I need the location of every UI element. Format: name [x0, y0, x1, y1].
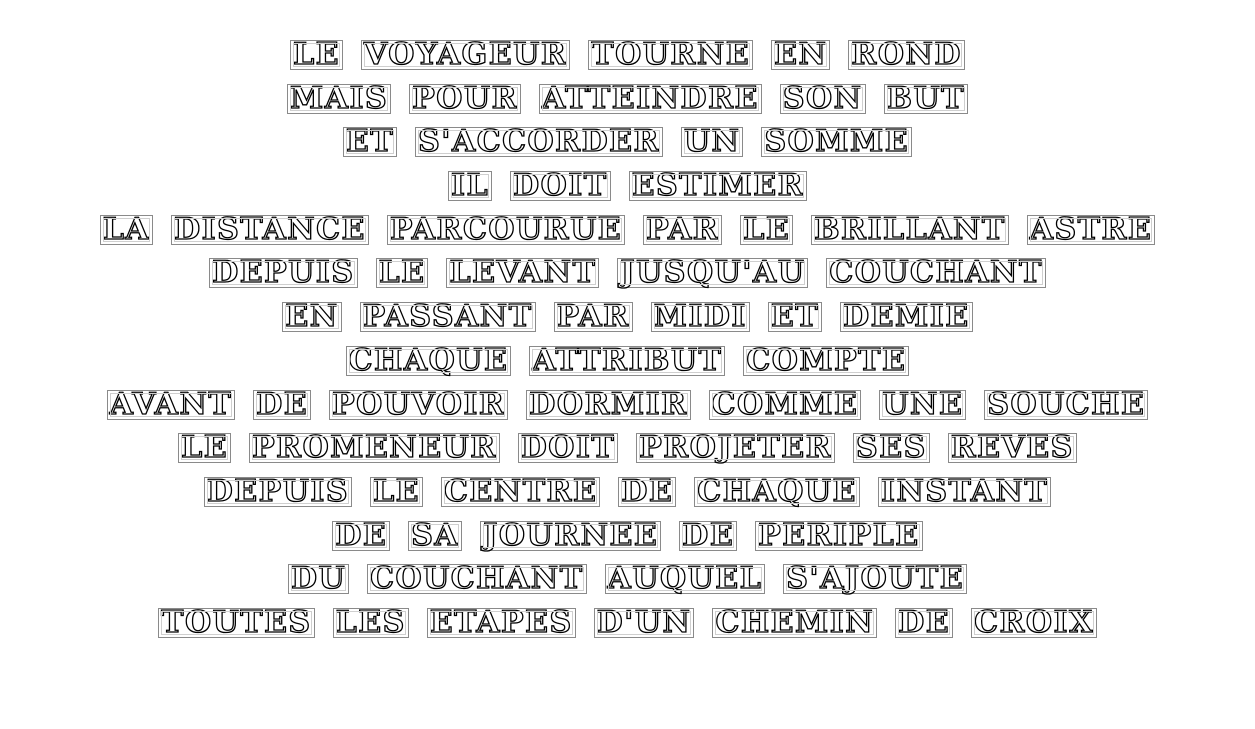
poem-word: S'ACCORDER	[415, 127, 663, 157]
poem-word: LA	[100, 215, 153, 245]
poem-word: ETAPES	[427, 608, 576, 638]
poem-word: DE	[253, 390, 311, 420]
poem-word: PAR	[554, 302, 633, 332]
poem-word: DEPUIS	[209, 258, 357, 288]
poem-word: ROND	[848, 40, 965, 70]
poem-word: SA	[408, 521, 462, 551]
poem-text-block	[0, 32, 1255, 644]
poem-word: DE	[679, 521, 737, 551]
poem-word: DE	[895, 608, 953, 638]
poem-word: POUVOIR	[329, 390, 508, 420]
poem-line-3	[0, 119, 1255, 163]
poem-word: UN	[681, 127, 744, 157]
poem-word: DEMIE	[840, 302, 973, 332]
poem-word: POUR	[409, 84, 521, 114]
poem-word: BUT	[884, 84, 968, 114]
poem-word: CROIX	[971, 608, 1097, 638]
poem-word: AUQUEL	[605, 564, 766, 594]
poem-word: LE	[740, 215, 793, 245]
poem-word: ESTIMER	[629, 171, 807, 201]
poem-line-1	[0, 32, 1255, 76]
poem-word: LEVANT	[446, 258, 599, 288]
poem-word: S'AJOUTE	[783, 564, 967, 594]
poem-word: CHEMIN	[712, 608, 877, 638]
poem-word: ET	[768, 302, 822, 332]
poem-word: ATTRIBUT	[529, 346, 725, 376]
poem-word: DU	[288, 564, 349, 594]
poem-word: ATTEINDRE	[539, 84, 762, 114]
poem-word: TOURNE	[588, 40, 753, 70]
poem-line-13	[0, 556, 1255, 600]
poem-line-12	[0, 513, 1255, 557]
poem-word: UNE	[879, 390, 966, 420]
poem-word: IL	[448, 171, 492, 201]
poem-word: JUSQU'AU	[617, 258, 808, 288]
poem-word: EN	[282, 302, 341, 332]
poem-word: SOMME	[761, 127, 912, 157]
poem-line-5	[0, 207, 1255, 251]
poem-word: JOURNEE	[480, 521, 661, 551]
poem-word: LE	[376, 258, 429, 288]
poem-word: INSTANT	[878, 477, 1051, 507]
poem-word: MIDI	[651, 302, 750, 332]
poem-word: DE	[332, 521, 390, 551]
poem-word: CHAQUE	[694, 477, 860, 507]
poem-word: REVES	[948, 433, 1077, 463]
poem-line-6	[0, 250, 1255, 294]
poem-line-14	[0, 600, 1255, 644]
poem-word: AVANT	[107, 390, 236, 420]
poem-line-7	[0, 294, 1255, 338]
poem-word: COUCHANT	[367, 564, 586, 594]
poem-line-11	[0, 469, 1255, 513]
poem-word: CENTRE	[441, 477, 600, 507]
poem-line-4	[0, 163, 1255, 207]
poem-line-8	[0, 338, 1255, 382]
poem-word: VOYAGEUR	[361, 40, 570, 70]
poem-word: DISTANCE	[171, 215, 369, 245]
poem-word: TOUTES	[158, 608, 314, 638]
poem-word: PARCOURUE	[387, 215, 625, 245]
poem-word: COUCHANT	[826, 258, 1045, 288]
poem-word: DOIT	[510, 171, 611, 201]
poem-word: DEPUIS	[204, 477, 352, 507]
poem-word: EN	[771, 40, 830, 70]
poem-word: PROJETER	[636, 433, 835, 463]
poem-word: PERIPLE	[755, 521, 922, 551]
poem-word: D'UN	[594, 608, 695, 638]
poem-word: PAR	[643, 215, 722, 245]
poem-word: LES	[333, 608, 409, 638]
poem-word: ASTRE	[1027, 215, 1156, 245]
poem-line-2	[0, 76, 1255, 120]
poem-word: MAIS	[287, 84, 391, 114]
poem-word: ET	[343, 127, 397, 157]
poem-word: PASSANT	[360, 302, 536, 332]
poem-line-9	[0, 382, 1255, 426]
poem-word: COMPTE	[743, 346, 909, 376]
poem-word: DORMIR	[526, 390, 690, 420]
poem-word: DOIT	[518, 433, 619, 463]
poem-word: SOUCHE	[984, 390, 1148, 420]
poem-word: PROMENEUR	[249, 433, 500, 463]
poem-word: DE	[618, 477, 676, 507]
poem-line-10	[0, 425, 1255, 469]
poem-word: CHAQUE	[346, 346, 512, 376]
poem-word: SES	[853, 433, 930, 463]
poem-word: LE	[290, 40, 343, 70]
poem-word: LE	[370, 477, 423, 507]
poem-word: BRILLANT	[811, 215, 1009, 245]
poem-word: COMME	[709, 390, 862, 420]
poem-word: LE	[178, 433, 231, 463]
poem-word: SON	[780, 84, 866, 114]
